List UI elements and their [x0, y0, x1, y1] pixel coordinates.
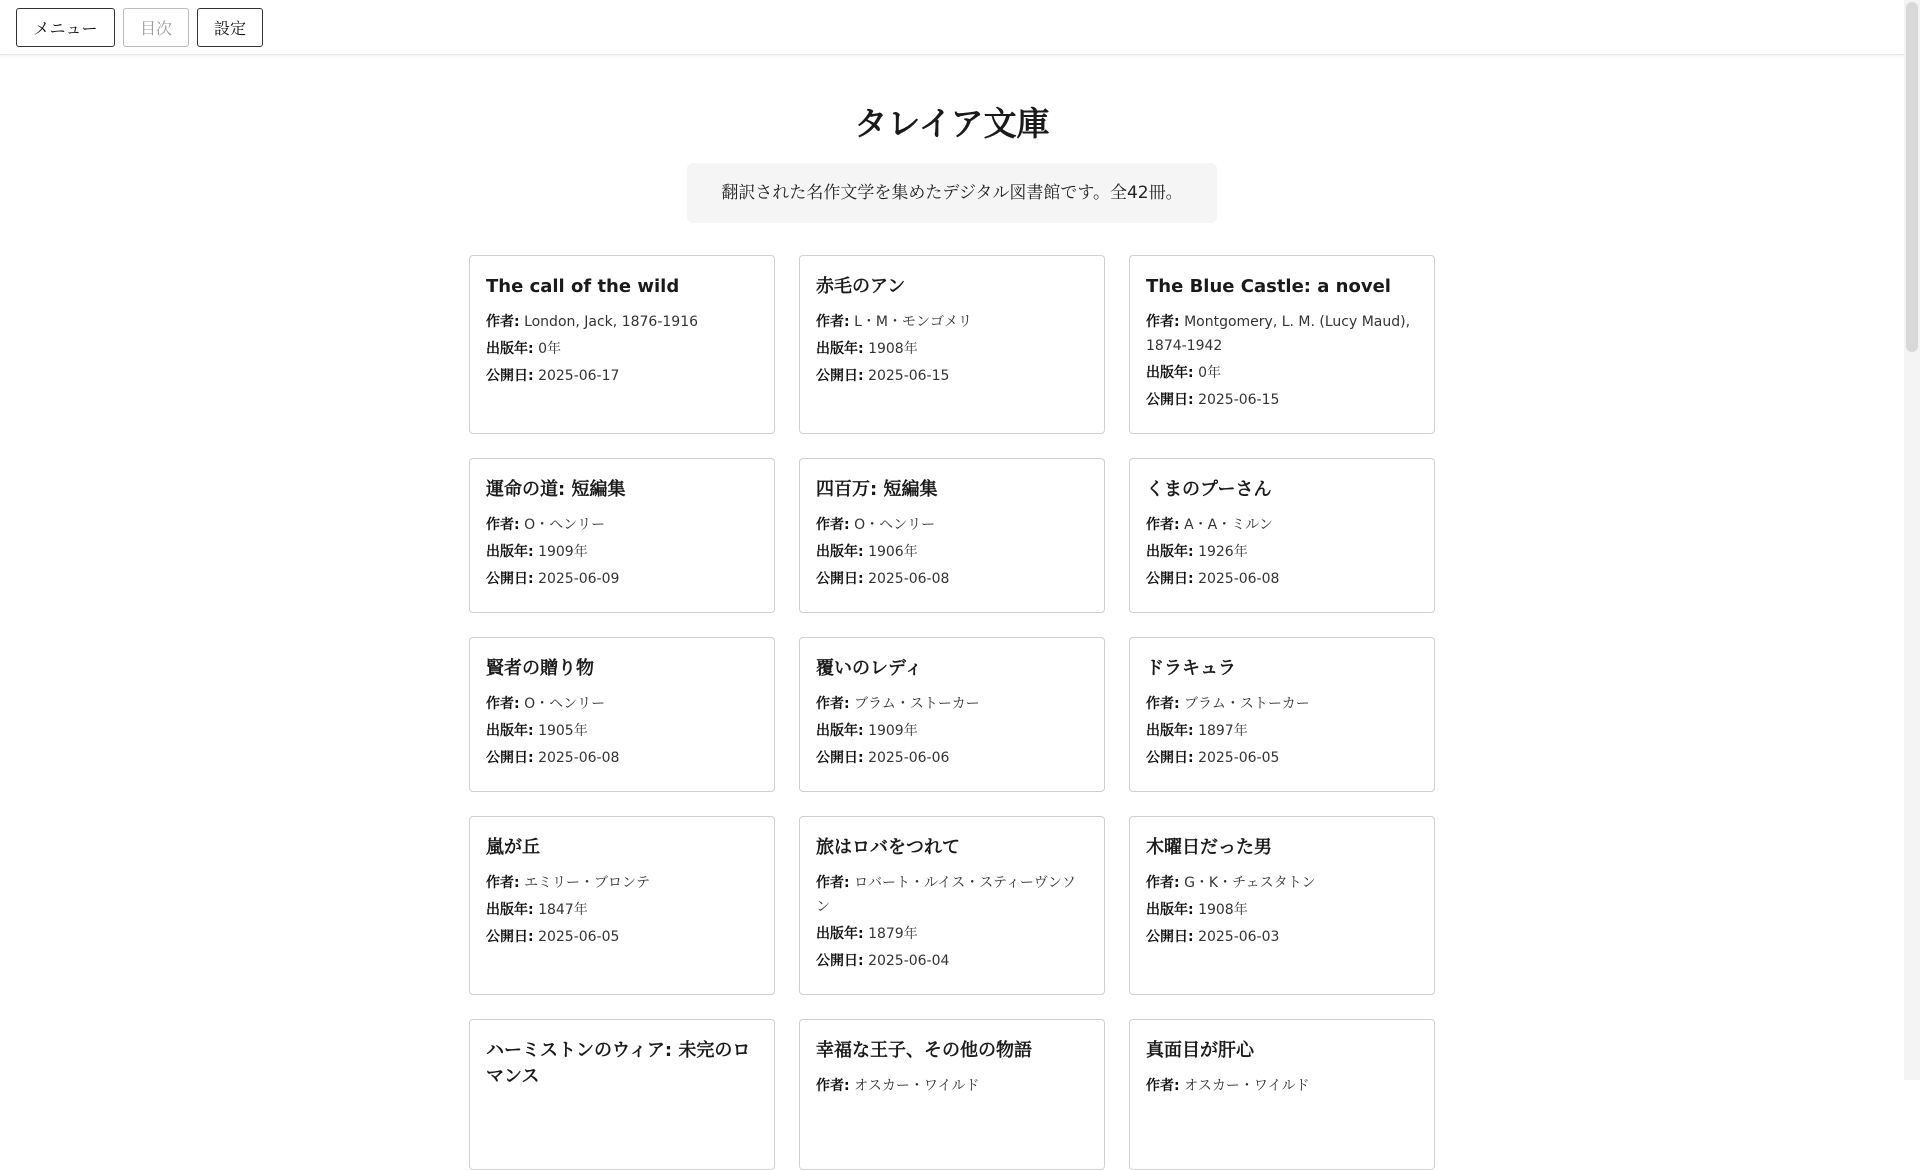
- page-title: タレイア文庫: [854, 104, 1050, 143]
- book-year: 出版年: 1909年: [486, 544, 588, 560]
- book-published: 公開日: 2025-06-17: [486, 368, 620, 384]
- book-author: 作者: O・ヘンリー: [816, 517, 936, 533]
- top-toolbar: [0, 0, 1904, 55]
- book-card[interactable]: [1129, 255, 1435, 434]
- book-author: 作者: G・K・チェスタトン: [1146, 875, 1316, 891]
- book-card[interactable]: [1129, 458, 1435, 613]
- book-title: ドラキュラ: [1146, 658, 1236, 679]
- book-published: 公開日: 2025-06-03: [1146, 929, 1280, 945]
- book-author: 作者: オスカー・ワイルド: [816, 1078, 980, 1094]
- book-card[interactable]: [799, 458, 1105, 613]
- book-year: 出版年: 0年: [486, 341, 561, 357]
- book-author: 作者: London, Jack, 1876-1916: [486, 314, 699, 330]
- page-scrollbar[interactable]: [1904, 0, 1920, 1080]
- book-published: 公開日: 2025-06-04: [816, 953, 950, 969]
- book-title: 真面目が肝心: [1146, 1040, 1254, 1061]
- book-author: 作者: エミリー・ブロンテ: [486, 875, 651, 891]
- book-title: 四百万: 短編集: [816, 479, 938, 500]
- book-author: 作者: ブラム・ストーカー: [1146, 696, 1310, 712]
- book-title: 木曜日だった男: [1146, 837, 1272, 858]
- book-author: 作者: ブラム・ストーカー: [816, 696, 980, 712]
- book-title: The call of the wild: [486, 276, 680, 297]
- book-card[interactable]: [469, 255, 775, 434]
- book-title: The Blue Castle: a novel: [1146, 276, 1391, 297]
- book-author: 作者: L・M・モンゴメリ: [816, 314, 972, 330]
- book-published: 公開日: 2025-06-15: [816, 368, 950, 384]
- book-card[interactable]: [799, 816, 1105, 995]
- book-card[interactable]: [1129, 637, 1435, 792]
- book-title: 嵐が丘: [486, 837, 540, 858]
- book-author: 作者: ロバート・ルイス・スティーヴンソン: [816, 875, 1076, 915]
- book-title: 赤毛のアン: [816, 276, 906, 297]
- book-published: 公開日: 2025-06-06: [816, 750, 950, 766]
- book-card[interactable]: [469, 458, 775, 613]
- book-title: ハーミストンのウィア: 未完のロマンス: [486, 1040, 751, 1087]
- book-year: 出版年: 1909年: [816, 723, 918, 739]
- book-published: 公開日: 2025-06-05: [486, 929, 620, 945]
- book-card[interactable]: [799, 637, 1105, 792]
- toc-button[interactable]: 目次: [123, 8, 189, 47]
- book-grid: [469, 255, 1436, 1170]
- book-year: 出版年: 1908年: [816, 341, 918, 357]
- book-published: 公開日: 2025-06-15: [1146, 392, 1280, 408]
- book-card[interactable]: [1129, 1019, 1435, 1170]
- book-card[interactable]: [799, 1019, 1105, 1170]
- book-year: 出版年: 1847年: [486, 902, 588, 918]
- menu-button[interactable]: メニュー: [16, 8, 115, 47]
- book-published: 公開日: 2025-06-08: [486, 750, 620, 766]
- book-author: 作者: O・ヘンリー: [486, 696, 606, 712]
- book-published: 公開日: 2025-06-08: [1146, 571, 1280, 587]
- book-title: くまのプーさん: [1146, 479, 1272, 500]
- book-year: 出版年: 1908年: [1146, 902, 1248, 918]
- book-card[interactable]: [469, 637, 775, 792]
- settings-button[interactable]: 設定: [197, 8, 263, 47]
- book-published: 公開日: 2025-06-08: [816, 571, 950, 587]
- book-title: 覆いのレディ: [816, 658, 923, 679]
- scrollbar-thumb[interactable]: [1906, 2, 1918, 352]
- book-author: 作者: A・A・ミルン: [1146, 517, 1273, 533]
- book-author: 作者: オスカー・ワイルド: [1146, 1078, 1310, 1094]
- book-year: 出版年: 1905年: [486, 723, 588, 739]
- book-title: 運命の道: 短編集: [486, 479, 626, 500]
- book-year: 出版年: 1897年: [1146, 723, 1248, 739]
- book-title: 賢者の贈り物: [486, 658, 594, 679]
- book-card[interactable]: [1129, 816, 1435, 995]
- book-published: 公開日: 2025-06-05: [1146, 750, 1280, 766]
- book-title: 幸福な王子、その他の物語: [816, 1040, 1032, 1061]
- book-card[interactable]: [469, 816, 775, 995]
- book-published: 公開日: 2025-06-09: [486, 571, 620, 587]
- book-card[interactable]: [469, 1019, 775, 1170]
- book-year: 出版年: 0年: [1146, 365, 1221, 381]
- book-author: 作者: Montgomery, L. M. (Lucy Maud), 1874-1942: [1146, 314, 1411, 354]
- book-title: 旅はロバをつれて: [816, 837, 960, 858]
- library-intro: 翻訳された名作文学を集めたデジタル図書館です。全42冊。: [687, 163, 1217, 223]
- book-card[interactable]: [799, 255, 1105, 434]
- book-year: 出版年: 1879年: [816, 926, 918, 942]
- book-year: 出版年: 1906年: [816, 544, 918, 560]
- book-author: 作者: O・ヘンリー: [486, 517, 606, 533]
- book-year: 出版年: 1926年: [1146, 544, 1248, 560]
